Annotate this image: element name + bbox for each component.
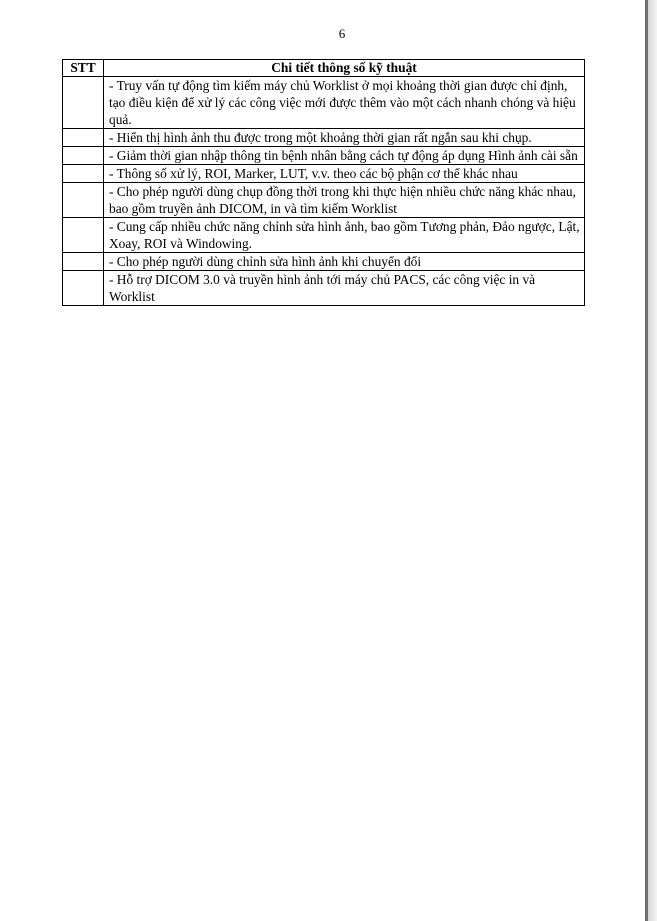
table-row (63, 165, 585, 183)
header-detail: Chi tiết thông số kỹ thuật (104, 60, 585, 77)
table-row (63, 183, 585, 218)
row-detail: - Giảm thời gian nhập thông tin bệnh nhân bằng cách tự động áp dụng Hình ảnh cài sẵn (104, 147, 585, 165)
row-stt (63, 271, 104, 306)
row-stt (63, 129, 104, 147)
table-row (63, 218, 585, 253)
table-row (63, 271, 585, 306)
table-row (63, 77, 585, 129)
table-header-row (63, 60, 585, 77)
row-detail: - Cho phép người dùng chỉnh sửa hình ảnh khi chuyển đổi (104, 253, 585, 271)
row-stt (63, 253, 104, 271)
page-edge-shadow (648, 0, 657, 921)
row-detail: - Hỗ trợ DICOM 3.0 và truyền hình ảnh tới máy chủ PACS, các công việc in và Worklist (104, 271, 585, 306)
row-detail: - Cung cấp nhiều chức năng chỉnh sửa hình ảnh, bao gồm Tương phản, Đảo ngược, Lật, Xoay, ROI và Windowing. (104, 218, 585, 253)
table-row (63, 147, 585, 165)
table-row (63, 129, 585, 147)
row-stt (63, 77, 104, 129)
row-stt (63, 218, 104, 253)
spec-table (62, 59, 585, 306)
header-stt: STT (63, 60, 104, 77)
row-detail: - Cho phép người dùng chụp đồng thời trong khi thực hiện nhiều chức năng khác nhau, bao gồm truyền ảnh DICOM, in và tìm kiếm Worklist (104, 183, 585, 218)
table-row (63, 253, 585, 271)
row-stt (63, 183, 104, 218)
row-detail: - Hiển thị hình ảnh thu được trong một khoảng thời gian rất ngắn sau khi chụp. (104, 129, 585, 147)
row-stt (63, 165, 104, 183)
page-number: 6 (338, 26, 346, 41)
row-detail: - Thông số xử lý, ROI, Marker, LUT, v.v. theo các bộ phận cơ thể khác nhau (104, 165, 585, 183)
row-stt (63, 147, 104, 165)
row-detail: - Truy vấn tự động tìm kiếm máy chủ Worklist ở mọi khoảng thời gian được chỉ định, tạo điều kiện để xử lý các công việc mới được thêm vào một cách nhanh chóng và hiệu quả. (104, 77, 585, 129)
